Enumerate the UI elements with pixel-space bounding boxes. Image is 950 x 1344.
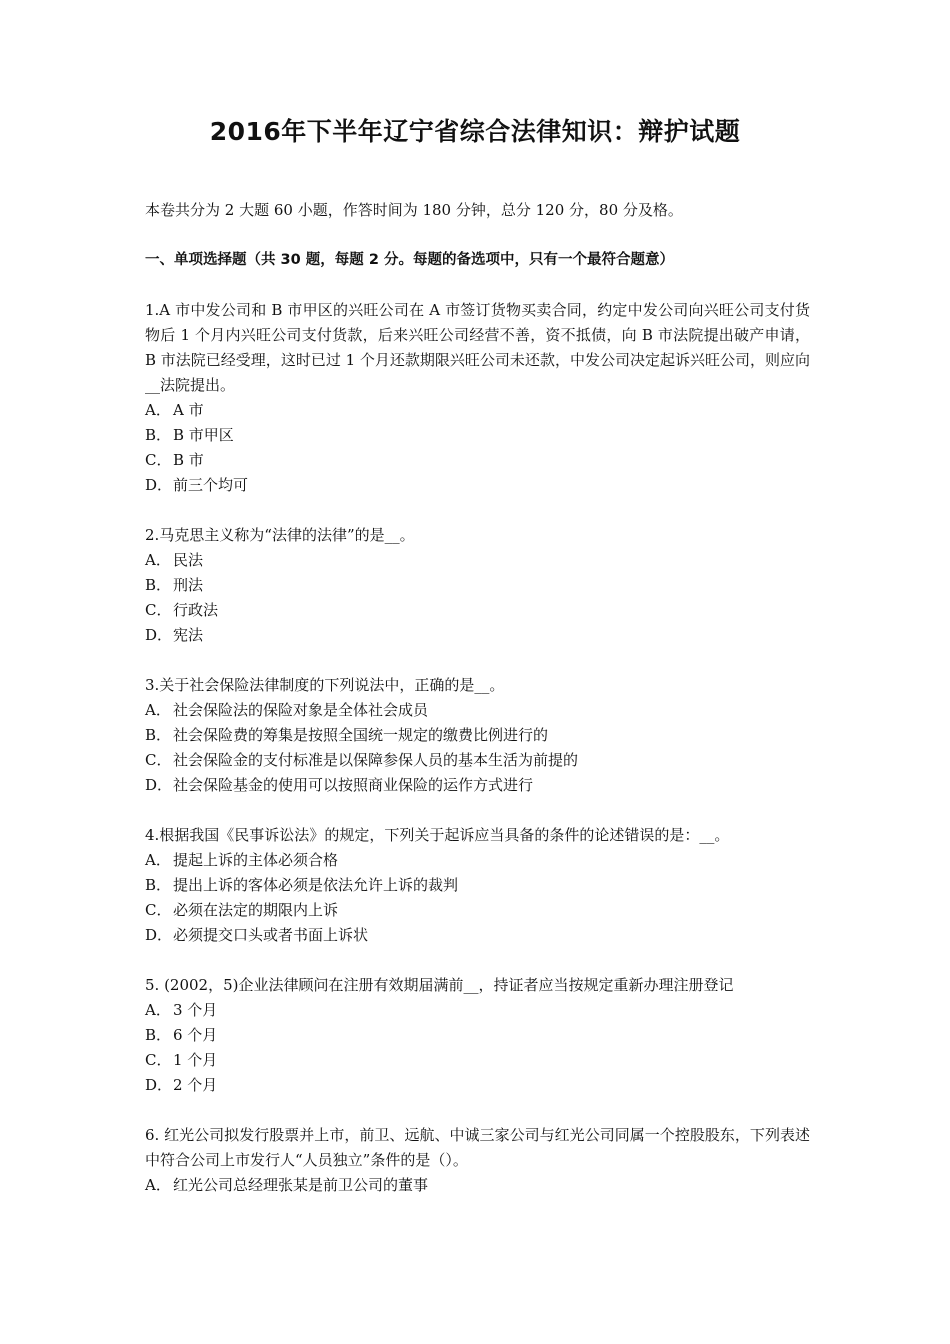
option-letter: C． xyxy=(145,901,172,919)
option-text: 6 个月 xyxy=(173,1026,218,1044)
option-text: 前三个均可 xyxy=(173,476,249,494)
question-stem: 1.A 市中发公司和 B 市甲区的兴旺公司在 A 市签订货物买卖合同，约定中发公司向兴旺公司支付货物后 1 个月内兴旺公司支付货款，后来兴旺公司经营不善，资不抵债，向 B 市法院提出破产申请，B 市法院已经受理，这时已过 1 个月还款期限兴旺公司未还款，中发公司决定起诉兴旺公司，则应向__法院提出。 xyxy=(145,301,810,394)
question-stem: 4.根据我国《民事诉讼法》的规定，下列关于起诉应当具备的条件的论述错误的是：__。 xyxy=(145,826,730,844)
option-a xyxy=(145,848,810,873)
option-c xyxy=(145,598,810,623)
option-letter: A． xyxy=(145,701,171,719)
option-text: 民法 xyxy=(173,551,204,569)
option-text: B 市甲区 xyxy=(173,426,234,444)
option-c xyxy=(145,448,810,473)
option-letter: B． xyxy=(145,726,172,744)
option-b xyxy=(145,573,810,598)
question-stem: 2.马克思主义称为“法律的法律”的是__。 xyxy=(145,526,415,544)
option-text: 红光公司总经理张某是前卫公司的董事 xyxy=(173,1176,429,1194)
option-text: 社会保险基金的使用可以按照商业保险的运作方式进行 xyxy=(173,776,534,794)
option-text: 提起上诉的主体必须合格 xyxy=(173,851,339,869)
option-text: 刑法 xyxy=(173,576,204,594)
option-letter: A． xyxy=(145,1176,171,1194)
option-d xyxy=(145,623,810,648)
option-b xyxy=(145,873,810,898)
option-text: 2 个月 xyxy=(173,1076,218,1094)
option-letter: B． xyxy=(145,576,172,594)
option-d xyxy=(145,1073,810,1098)
option-letter: D． xyxy=(145,476,173,494)
option-b xyxy=(145,723,810,748)
question-6 xyxy=(145,1123,810,1198)
option-d xyxy=(145,473,810,498)
option-c xyxy=(145,748,810,773)
section-heading: 一、单项选择题（共 30 题，每题 2 分。每题的备选项中，只有一个最符合题意） xyxy=(145,252,674,268)
option-letter: A． xyxy=(145,551,171,569)
option-c xyxy=(145,1048,810,1073)
option-d xyxy=(145,773,810,798)
option-letter: A． xyxy=(145,851,171,869)
option-text: 1 个月 xyxy=(173,1051,218,1069)
question-2 xyxy=(145,523,810,648)
option-b xyxy=(145,1023,810,1048)
option-letter: B． xyxy=(145,426,172,444)
document-title: 2016年下半年辽宁省综合法律知识：辩护试题 xyxy=(209,117,741,146)
option-text: 社会保险金的支付标准是以保障参保人员的基本生活为前提的 xyxy=(173,751,579,769)
option-text: 3 个月 xyxy=(173,1001,218,1019)
option-letter: A． xyxy=(145,401,171,419)
option-a xyxy=(145,398,810,423)
exam-intro: 本卷共分为 2 大题 60 小题，作答时间为 180 分钟，总分 120 分，80 分及格。 xyxy=(145,201,683,219)
option-letter: B． xyxy=(145,876,172,894)
option-letter: D． xyxy=(145,926,173,944)
option-text: 必须在法定的期限内上诉 xyxy=(173,901,339,919)
option-text: 社会保险费的筹集是按照全国统一规定的缴费比例进行的 xyxy=(173,726,549,744)
option-letter: C． xyxy=(145,601,172,619)
option-letter: C． xyxy=(145,1051,172,1069)
option-a xyxy=(145,698,810,723)
option-b xyxy=(145,423,810,448)
option-text: 行政法 xyxy=(173,601,219,619)
option-letter: C． xyxy=(145,451,172,469)
option-letter: B． xyxy=(145,1026,172,1044)
option-letter: D． xyxy=(145,1076,173,1094)
document-body xyxy=(145,198,810,1223)
option-d xyxy=(145,923,810,948)
option-letter: D． xyxy=(145,626,173,644)
question-1 xyxy=(145,298,810,498)
option-letter: D． xyxy=(145,776,173,794)
question-5 xyxy=(145,973,810,1098)
option-text: 必须提交口头或者书面上诉状 xyxy=(173,926,369,944)
option-a xyxy=(145,998,810,1023)
option-a xyxy=(145,1173,810,1198)
option-text: A 市 xyxy=(173,401,204,419)
question-4 xyxy=(145,823,810,948)
option-a xyxy=(145,548,810,573)
question-3 xyxy=(145,673,810,798)
option-text: 宪法 xyxy=(173,626,204,644)
option-letter: A． xyxy=(145,1001,171,1019)
option-letter: C． xyxy=(145,751,172,769)
question-stem: 3.关于社会保险法律制度的下列说法中，正确的是__。 xyxy=(145,676,505,694)
option-text: 社会保险法的保险对象是全体社会成员 xyxy=(173,701,429,719)
option-text: 提出上诉的客体必须是依法允许上诉的裁判 xyxy=(173,876,459,894)
option-text: B 市 xyxy=(173,451,204,469)
question-stem: 6. 红光公司拟发行股票并上市，前卫、远航、中诚三家公司与红光公司同属一个控股股东，下列表述中符合公司上市发行人“人员独立”条件的是（）。 xyxy=(145,1126,810,1169)
option-c xyxy=(145,898,810,923)
question-stem: 5. (2002，5)企业法律顾问在注册有效期届满前__，持证者应当按规定重新办理注册登记 xyxy=(145,976,734,994)
